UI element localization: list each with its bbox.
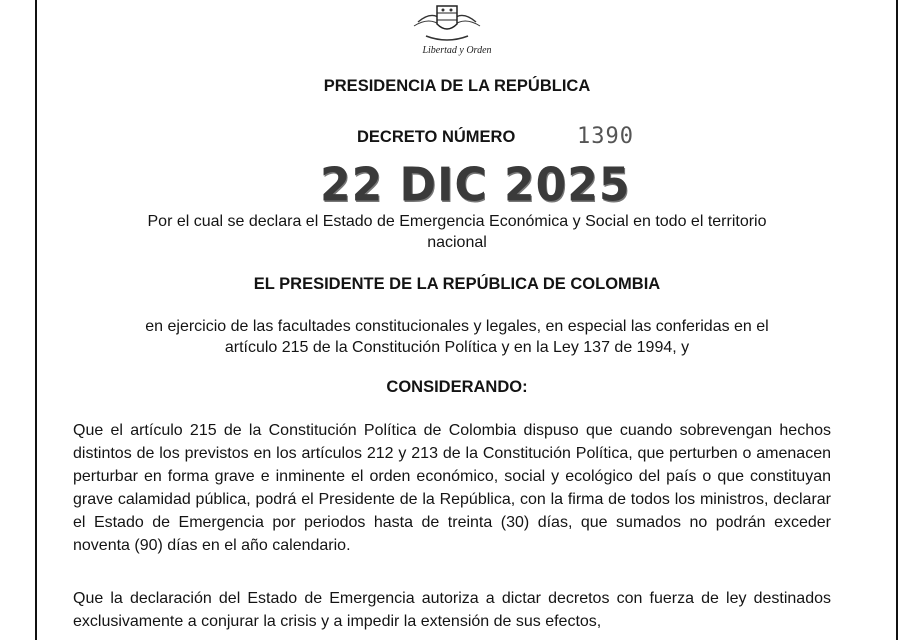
office-title: PRESIDENCIA DE LA REPÚBLICA xyxy=(323,77,591,95)
decree-label: DECRETO NÚMERO xyxy=(357,128,516,146)
powers-line: en ejercicio de las facultades constitucionales y legales, en especial las conferidas en el xyxy=(145,318,769,335)
coat-of-arms-icon xyxy=(412,0,482,44)
decree-subtitle xyxy=(0,211,914,253)
subtitle-line: nacional xyxy=(427,234,487,251)
paragraph: Que el artículo 215 de la Constitución Política de Colombia dispuso que cuando sobrevengan hechos distintos de los previstos en los artículos 212 y 213 de la Constitución Política, que perturben o amenacen perturbar en forma grave e inminente el orden económico, social y ecológico del país o que constituyan grave calamidad pública, podrá el Presidente de la República, con la firma de todos los ministros, declarar el Estado de Emergencia por periodos hasta de treinta (30) días, que sumados no podrán exceder noventa (90) días en el año calendario. xyxy=(73,422,831,554)
date-stamp: 22 DIC 2025 xyxy=(320,158,631,213)
powers-clause xyxy=(0,316,914,358)
paragraph: Que la declaración del Estado de Emergencia autoriza a dictar decretos con fuerza de ley destinados exclusivamente a conjurar la crisis y a impedir la extensión de sus efectos, xyxy=(73,590,831,630)
powers-line: artículo 215 de la Constitución Política y en la Ley 137 de 1994, y xyxy=(224,339,690,356)
national-motto: Libertad y Orden xyxy=(422,45,492,56)
subtitle-line: Por el cual se declara el Estado de Emergencia Económica y Social en todo el territorio xyxy=(147,213,767,230)
decree-number: 1390 xyxy=(577,124,634,149)
considering-heading: CONSIDERANDO: xyxy=(386,378,528,396)
issuer-title: EL PRESIDENTE DE LA REPÚBLICA DE COLOMBIA xyxy=(253,275,661,293)
